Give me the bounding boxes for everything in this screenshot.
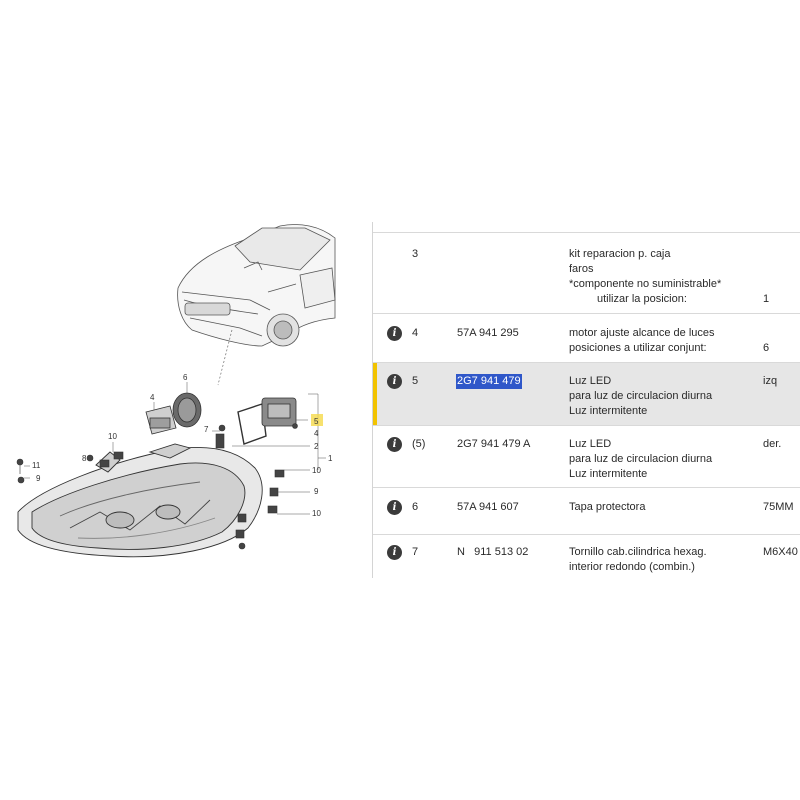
- position-number: 7: [412, 546, 419, 558]
- callout-10c: 10: [312, 509, 321, 518]
- part-row-4[interactable]: [373, 314, 800, 363]
- part-row-6[interactable]: [373, 488, 800, 535]
- position-number: 3: [412, 248, 419, 260]
- parts-table: [373, 222, 800, 578]
- part-description: kit reparacion p. caja faros *componente no suministrable* utilizar la posicion:: [569, 248, 722, 305]
- position-number: 5: [412, 375, 419, 387]
- part-number[interactable]: 57A 941 607: [457, 501, 519, 513]
- info-icon[interactable]: i: [387, 545, 402, 560]
- parts-diagram: [0, 215, 372, 580]
- part-description: Luz LED para luz de circulacion diurna Luz intermitente: [569, 375, 713, 417]
- part-row-7[interactable]: [373, 535, 800, 578]
- part-number[interactable]: 57A 941 295: [457, 327, 519, 339]
- part-description: motor ajuste alcance de luces posiciones a utilizar conjunt:: [569, 327, 715, 354]
- callout-10: 10: [108, 432, 117, 441]
- part-quantity: 6: [763, 342, 770, 354]
- part-quantity: 75MM: [763, 501, 794, 513]
- callout-6: 6: [183, 373, 188, 382]
- callout-1: 1: [328, 454, 333, 463]
- protective-cap: [173, 393, 201, 427]
- callout-4: 4: [150, 393, 155, 402]
- part-description: Luz LED para luz de circulacion diurna Luz intermitente: [569, 438, 713, 480]
- part-number[interactable]: 2G7 941 479 A: [457, 438, 531, 450]
- part-quantity: M6X40: [763, 546, 798, 558]
- motor-part: [146, 406, 176, 434]
- position-number: 6: [412, 501, 419, 513]
- part-row-3[interactable]: [373, 233, 800, 314]
- info-icon[interactable]: i: [387, 374, 402, 389]
- callout-9b: 9: [314, 487, 319, 496]
- headlight-assembly: [18, 444, 262, 557]
- part-number-selected[interactable]: 2G7 941 479: [457, 375, 521, 387]
- info-icon[interactable]: i: [387, 326, 402, 341]
- car-illustration: [178, 225, 335, 347]
- part-quantity: der.: [763, 438, 782, 450]
- callout-5: 5: [314, 417, 319, 426]
- callout-11: 11: [32, 461, 41, 470]
- callout-9: 9: [36, 474, 41, 483]
- position-number: (5): [412, 438, 426, 450]
- part-row-5-alt[interactable]: [373, 426, 800, 488]
- part-description: Tornillo cab.cilindrica hexag. interior redondo (combin.): [569, 546, 707, 573]
- part-description: Tapa protectora: [569, 501, 646, 513]
- part-number[interactable]: N 911 513 02: [457, 546, 529, 558]
- callout-4b: 4: [314, 429, 319, 438]
- part-row-5-selected[interactable]: [373, 363, 800, 426]
- led-module: [262, 398, 296, 426]
- part-quantity: 1: [763, 293, 770, 305]
- callout-2: 2: [314, 442, 319, 451]
- callout-10b: 10: [312, 466, 321, 475]
- position-number: 4: [412, 327, 419, 339]
- part-quantity: izq: [763, 375, 778, 387]
- info-icon[interactable]: i: [387, 437, 402, 452]
- callout-7: 7: [204, 425, 209, 434]
- callout-8: 8: [82, 454, 87, 463]
- info-icon[interactable]: i: [387, 500, 402, 515]
